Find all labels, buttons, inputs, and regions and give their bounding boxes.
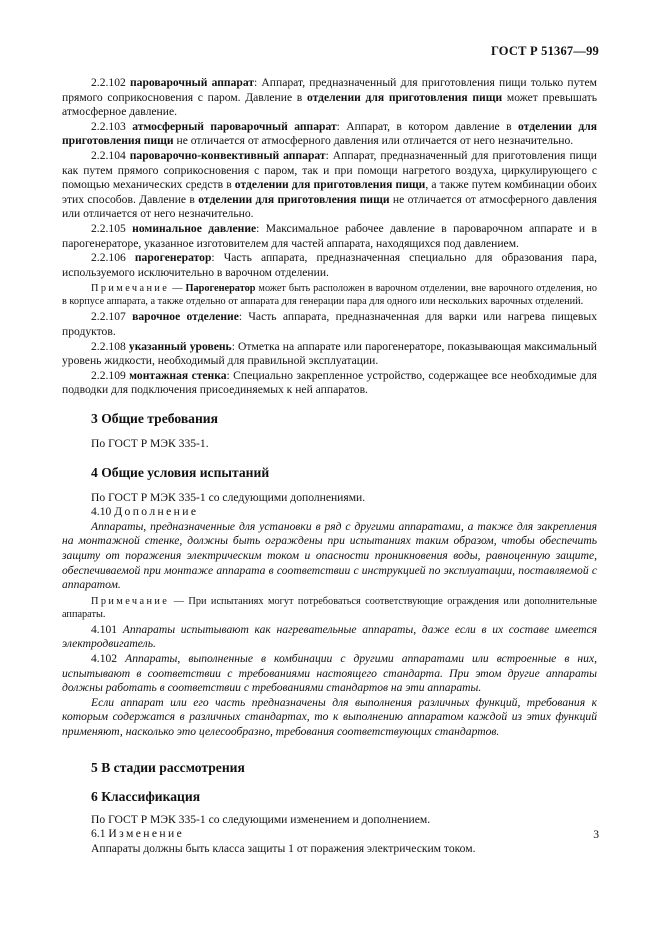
section-3-heading: 3 Общие требования [91,410,218,426]
defined-term: монтажная стенка [129,368,227,382]
defined-term: пароварочно-конвективный аппарат [129,148,326,162]
clause-4-10-text: Аппараты, предназначенные для установки в ряд с другими аппаратами, а также для закрепления на монтажной стенке, должны быть ограждены при испытаниях таким образом, чтобы обеспечить защиту от поражения электрическим током и опасности проникновения воды, равноценную защите, обеспечиваемой при монтаже аппарата в соответствии с инструкцией по эксплуатации, поставляемой с аппаратом. [62,519,597,592]
section-6-heading: 6 Классификация [91,789,201,805]
clause-4-10-heading [62,505,597,520]
note-text: — При испытаниях могут потребоваться соответствующие ограждения или дополнительные аппараты. [62,595,597,620]
definition-2-2-107 [62,310,597,339]
definition-text: не отличается от атмосферного давления или отличается от него незначительно. [62,192,598,221]
definition-text: не отличается от атмосферного давления или отличается от него незначительно. [173,134,574,148]
definition-text: : Часть аппарата, предназначенная специально для образования пара, используемого исключительно в варочном отделении. [62,251,597,279]
clause-number: 2.2.103 [91,119,126,133]
clause-number: 2.2.104 [91,148,126,162]
definition-2-2-103 [62,120,597,149]
definition-text: может превышать атмосферное давление. [62,90,598,119]
clause-text: Аппараты испытывают как нагревательные аппараты, даже если в их составе имеется электродвигатель. [62,622,597,651]
section-4-intro: По ГОСТ Р МЭК 335-1 со следующими дополнениями. [91,490,366,504]
page-number: 3 [593,828,599,841]
clause-6-1-heading [62,827,597,842]
clause-number: 2.2.109 [91,368,126,382]
definition-text: : Часть аппарата, предназначенная для варки или нагрева пищевых продуктов. [62,310,597,338]
defined-term: атмосферный пароварочный аппарат [132,119,337,133]
document-header: ГОСТ Р 51367—99 [490,44,599,58]
defined-term: пароварочный аппарат [129,76,255,89]
clause-text: Аппараты, выполненные в комбинации с другими аппаратами или встроенные в них, испытывают в соответствии с требованиями настоящего стандарта. При этом другие аппараты должны работать в соответствии с требованиями стандартов на эти аппараты. [62,652,597,695]
definition-text: : Максимальное рабочее давление в пароварочном аппарате и в парогенераторе, указанное изготовителем для частей аппарата, находящихся под давлением. [62,221,597,250]
defined-term: указанный уровень [128,339,232,353]
document-body [62,76,597,857]
clause-label: Дополнение [114,505,199,519]
definition-text: : Аппарат, предназначенный для приготовления пищи только путем прямого соприкосновения с паром. Давление в [62,76,597,104]
clause-4-101 [62,623,597,652]
note-text: может быть расположен в варочном отделении, вне варочного отделения, но в корпусе аппарата, а также отдельно от аппарата для генерации пара для одного или нескольких варочных отделений. [62,283,597,308]
defined-term: парогенератор [134,251,212,265]
note-dash: — [169,283,186,295]
definition-2-2-106 [62,251,597,280]
definition-text: : Аппарат, предназначенный для приготовления пищи как путем прямого соприкосновения с паром, так и при помощи нагретого воздуха, циркулирующего с помощью механических средств в [62,148,597,192]
note-testing [62,595,597,621]
term-reference: отделении для приготовления пищи [62,119,597,148]
definition-2-2-104 [62,149,597,222]
definition-2-2-105 [62,222,597,251]
clause-4-102-extra: Если аппарат или его часть предназначены для выполнения различных функций, требования к которым содержатся в различных стандартах, то к выполнению аппаратом каждой из этих функций применяют, насколько это целесообразно, требования соответствующих стандартов. [62,695,597,738]
clause-number: 2.2.105 [91,221,126,235]
clause-4-102 [62,652,597,696]
clause-number: 2.2.106 [91,251,126,265]
clause-number: 2.2.108 [91,339,126,353]
clause-6-1-text: Аппараты должны быть класса защиты 1 от поражения электрическим током. [91,841,476,855]
section-6-intro: По ГОСТ Р МЭК 335-1 со следующими изменением и дополнением. [91,812,431,826]
defined-term: варочное отделение [132,310,239,324]
term-reference: отделении для приготовления пищи [234,178,426,192]
section-4-heading: 4 Общие условия испытаний [91,465,270,481]
clause-number: 2.2.102 [91,76,126,89]
definition-2-2-102 [62,76,597,120]
definition-2-2-108 [62,340,597,369]
term-reference: отделении для приготовления пищи [198,192,390,206]
term-reference: отделении для приготовления пищи [306,90,503,104]
defined-term: Парогенератор [185,283,256,295]
clause-number: 4.10 [91,505,115,519]
definition-2-2-109 [62,369,597,398]
definition-text: : Аппарат, в котором давление в [336,119,519,133]
clause-number: 2.2.107 [91,310,126,324]
definition-text: , а также путем комбинации обоих этих способов. Давление в [62,178,598,206]
section-5-heading: 5 В стадии рассмотрения [91,759,245,775]
section-3-text: По ГОСТ Р МЭК 335-1. [91,437,209,451]
definition-text: : Отметка на аппарате или парогенераторе, показывающая максимальный уровень жидкости, необходимый для правильной эксплуатации. [62,339,598,368]
note-label: Примечание [91,283,170,295]
note-label: Примечание [91,595,170,607]
clause-number: 4.101 [91,622,123,636]
note-steam-generator [62,282,597,308]
clause-number: 4.102 [91,652,126,665]
clause-label: Изменение [108,827,185,841]
definition-text: : Специально закрепленное устройство, содержащее все необходимые для подводки для подключения присоединяемых к ней аппаратов. [62,368,597,397]
defined-term: номинальное давление [132,221,257,235]
clause-number: 6.1 [91,827,109,841]
